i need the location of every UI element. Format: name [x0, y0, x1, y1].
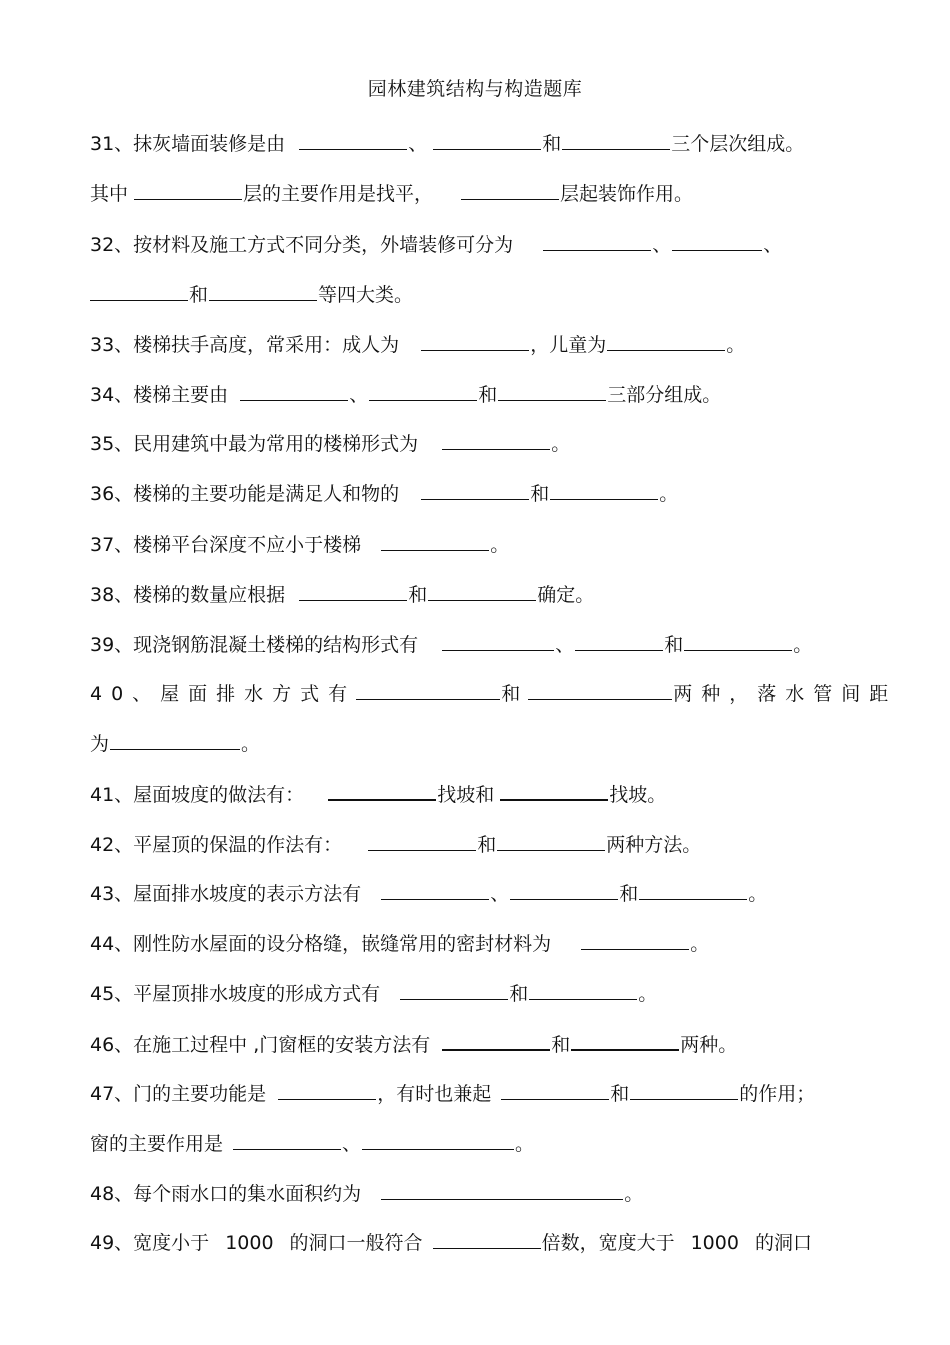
question-34: [90, 378, 870, 408]
answer-blank: [529, 977, 637, 1000]
question-text: 33、楼梯扶手高度，常采用：成人为: [90, 334, 400, 356]
question-47-cont: [90, 1127, 870, 1157]
answer-blank: [400, 977, 508, 1000]
separator-text: 。: [551, 433, 571, 455]
connector-text: 和: [189, 284, 209, 306]
answer-blank: [368, 828, 476, 851]
question-text: 37、楼梯平台深度不应小于楼梯: [90, 534, 362, 556]
question-text: 43、屋面排水坡度的表示方法有: [90, 883, 362, 905]
separator-text: 。: [748, 883, 768, 905]
answer-blank: [550, 477, 658, 500]
question-text: 三个层次组成。: [671, 133, 805, 155]
question-text: 层起装饰作用。: [560, 183, 694, 205]
answer-blank: [328, 777, 436, 801]
answer-blank: [433, 127, 541, 150]
question-32-cont: [90, 278, 870, 308]
separator-text: 、: [555, 634, 575, 656]
answer-blank: [110, 727, 240, 750]
page-title: 园林建筑结构与构造题库: [367, 78, 583, 100]
answer-blank: [500, 777, 608, 801]
answer-blank: [428, 578, 536, 601]
connector-text: 和: [509, 983, 529, 1005]
question-text: 39、现浇钢筋混凝土楼梯的结构形式有: [90, 634, 419, 656]
question-text: 49、宽度小于: [90, 1232, 210, 1254]
connector-text: 和: [501, 683, 521, 705]
separator-text: 、: [490, 883, 510, 905]
separator-text: 。: [690, 933, 710, 955]
question-text: 35、民用建筑中最为常用的楼梯形式为: [90, 433, 419, 455]
connector-text: 和: [478, 384, 498, 406]
separator-text: 、: [342, 1133, 362, 1155]
question-39: [90, 628, 870, 658]
connector-text: 和: [551, 1034, 571, 1056]
connector-text: 和: [619, 883, 639, 905]
separator-text: 、: [763, 234, 783, 256]
question-text: 32、按材料及施工方式不同分类，外墙装修可分为: [90, 234, 514, 256]
connector-text: 和: [664, 634, 684, 656]
question-text: 31、抹灰墙面装修是由: [90, 133, 286, 155]
answer-blank: [528, 677, 672, 700]
answer-blank: [639, 877, 747, 900]
answer-blank: [240, 378, 348, 401]
question-44: [90, 927, 870, 957]
answer-blank: [672, 228, 762, 251]
answer-blank: [562, 127, 670, 150]
separator-text: 。: [638, 983, 658, 1005]
answer-blank: [209, 278, 317, 301]
answer-blank: [134, 177, 242, 200]
answer-blank: [362, 1127, 514, 1150]
answer-blank: [421, 477, 529, 500]
answer-blank: [461, 177, 559, 200]
question-text: 两种方法。: [606, 834, 702, 856]
separator-text: 。: [726, 334, 746, 356]
question-text: 40、屋面排水方式有: [90, 683, 357, 705]
question-text: 41、屋面坡度的做法有：: [90, 784, 305, 806]
connector-text: 和: [610, 1083, 630, 1105]
question-43: [90, 877, 870, 907]
answer-blank: [575, 628, 663, 651]
question-45: [90, 977, 870, 1007]
answer-blank: [442, 628, 554, 651]
question-text: 47、门的主要功能是: [90, 1083, 267, 1105]
answer-blank: [571, 1027, 679, 1051]
answer-blank: [233, 1127, 341, 1150]
connector-text: 和: [477, 834, 497, 856]
connector-text: 和: [542, 133, 562, 155]
question-text: 其中: [90, 183, 129, 205]
answer-blank: [90, 278, 188, 301]
question-text: 找坡和: [437, 784, 495, 806]
answer-blank: [581, 927, 689, 950]
question-33: [90, 328, 870, 358]
question-text: 三部分组成。: [607, 384, 722, 406]
question-37: [90, 528, 870, 558]
answer-blank: [543, 228, 651, 251]
separator-text: 。: [490, 534, 510, 556]
question-text: 的洞口一般符合: [289, 1232, 423, 1254]
question-38: [90, 578, 870, 608]
question-text: 的作用；: [739, 1083, 816, 1105]
question-32: [90, 228, 870, 258]
question-47: [90, 1077, 870, 1107]
question-text: 36、楼梯的主要功能是满足人和物的: [90, 483, 400, 505]
question-41: [90, 777, 870, 807]
answer-blank: [510, 877, 618, 900]
answer-blank: [278, 1077, 376, 1100]
question-text: 层的主要作用是找平，: [243, 183, 434, 205]
answer-blank: [433, 1226, 541, 1249]
separator-text: 。: [241, 733, 261, 755]
question-text: 48、每个雨水口的集水面积约为: [90, 1183, 362, 1205]
question-text: 确定。: [537, 584, 595, 606]
question-text: 的洞口: [754, 1232, 812, 1254]
connector-text: 和: [530, 483, 550, 505]
question-text: 为: [90, 733, 110, 755]
separator-text: 。: [659, 483, 679, 505]
question-text: 窗的主要作用是: [90, 1133, 224, 1155]
question-36: [90, 477, 870, 507]
question-46: [90, 1027, 870, 1057]
question-text: 倍数，宽度大于: [541, 1232, 675, 1254]
question-48: [90, 1177, 870, 1207]
answer-blank: [299, 127, 407, 150]
question-text: 两种。: [680, 1034, 738, 1056]
question-text: 38、楼梯的数量应根据: [90, 584, 286, 606]
answer-blank: [442, 1027, 550, 1051]
connector-text: 和: [408, 584, 428, 606]
number-text: 1000: [225, 1232, 274, 1254]
answer-blank: [607, 328, 725, 351]
question-text: 44、刚性防水屋面的设分格缝，嵌缝常用的密封材料为: [90, 933, 552, 955]
answer-blank: [498, 378, 606, 401]
answer-blank: [381, 1177, 623, 1200]
answer-blank: [442, 427, 550, 450]
question-text: 34、楼梯主要由: [90, 384, 229, 406]
question-text: 两种，落水管间距: [673, 683, 898, 705]
question-text: 找坡。: [609, 784, 667, 806]
separator-text: 。: [793, 634, 813, 656]
answer-blank: [356, 677, 500, 700]
separator-text: 、: [349, 384, 369, 406]
question-40-cont: [90, 727, 870, 757]
question-35: [90, 427, 870, 457]
question-31: [90, 127, 870, 157]
question-42: [90, 828, 870, 858]
question-text: ，儿童为: [530, 334, 607, 356]
answer-blank: [501, 1077, 609, 1100]
answer-blank: [299, 578, 407, 601]
answer-blank: [421, 328, 529, 351]
answer-blank: [381, 528, 489, 551]
question-text: 46、在施工过程中 ,门窗框的安装方法有: [90, 1034, 431, 1056]
separator-text: 。: [624, 1183, 644, 1205]
answer-blank: [369, 378, 477, 401]
answer-blank: [684, 628, 792, 651]
question-text: ，有时也兼起: [377, 1083, 492, 1105]
number-text: 1000: [690, 1232, 739, 1254]
answer-blank: [497, 828, 605, 851]
question-text: 45、平屋顶排水坡度的形成方式有: [90, 983, 381, 1005]
question-40: [90, 677, 898, 707]
separator-text: 、: [408, 133, 428, 155]
question-49: [90, 1226, 870, 1256]
question-text: 等四大类。: [318, 284, 414, 306]
separator-text: 。: [515, 1133, 535, 1155]
answer-blank: [630, 1077, 738, 1100]
question-31-cont: [90, 177, 870, 207]
answer-blank: [381, 877, 489, 900]
question-text: 42、平屋顶的保温的作法有：: [90, 834, 343, 856]
separator-text: 、: [652, 234, 672, 256]
